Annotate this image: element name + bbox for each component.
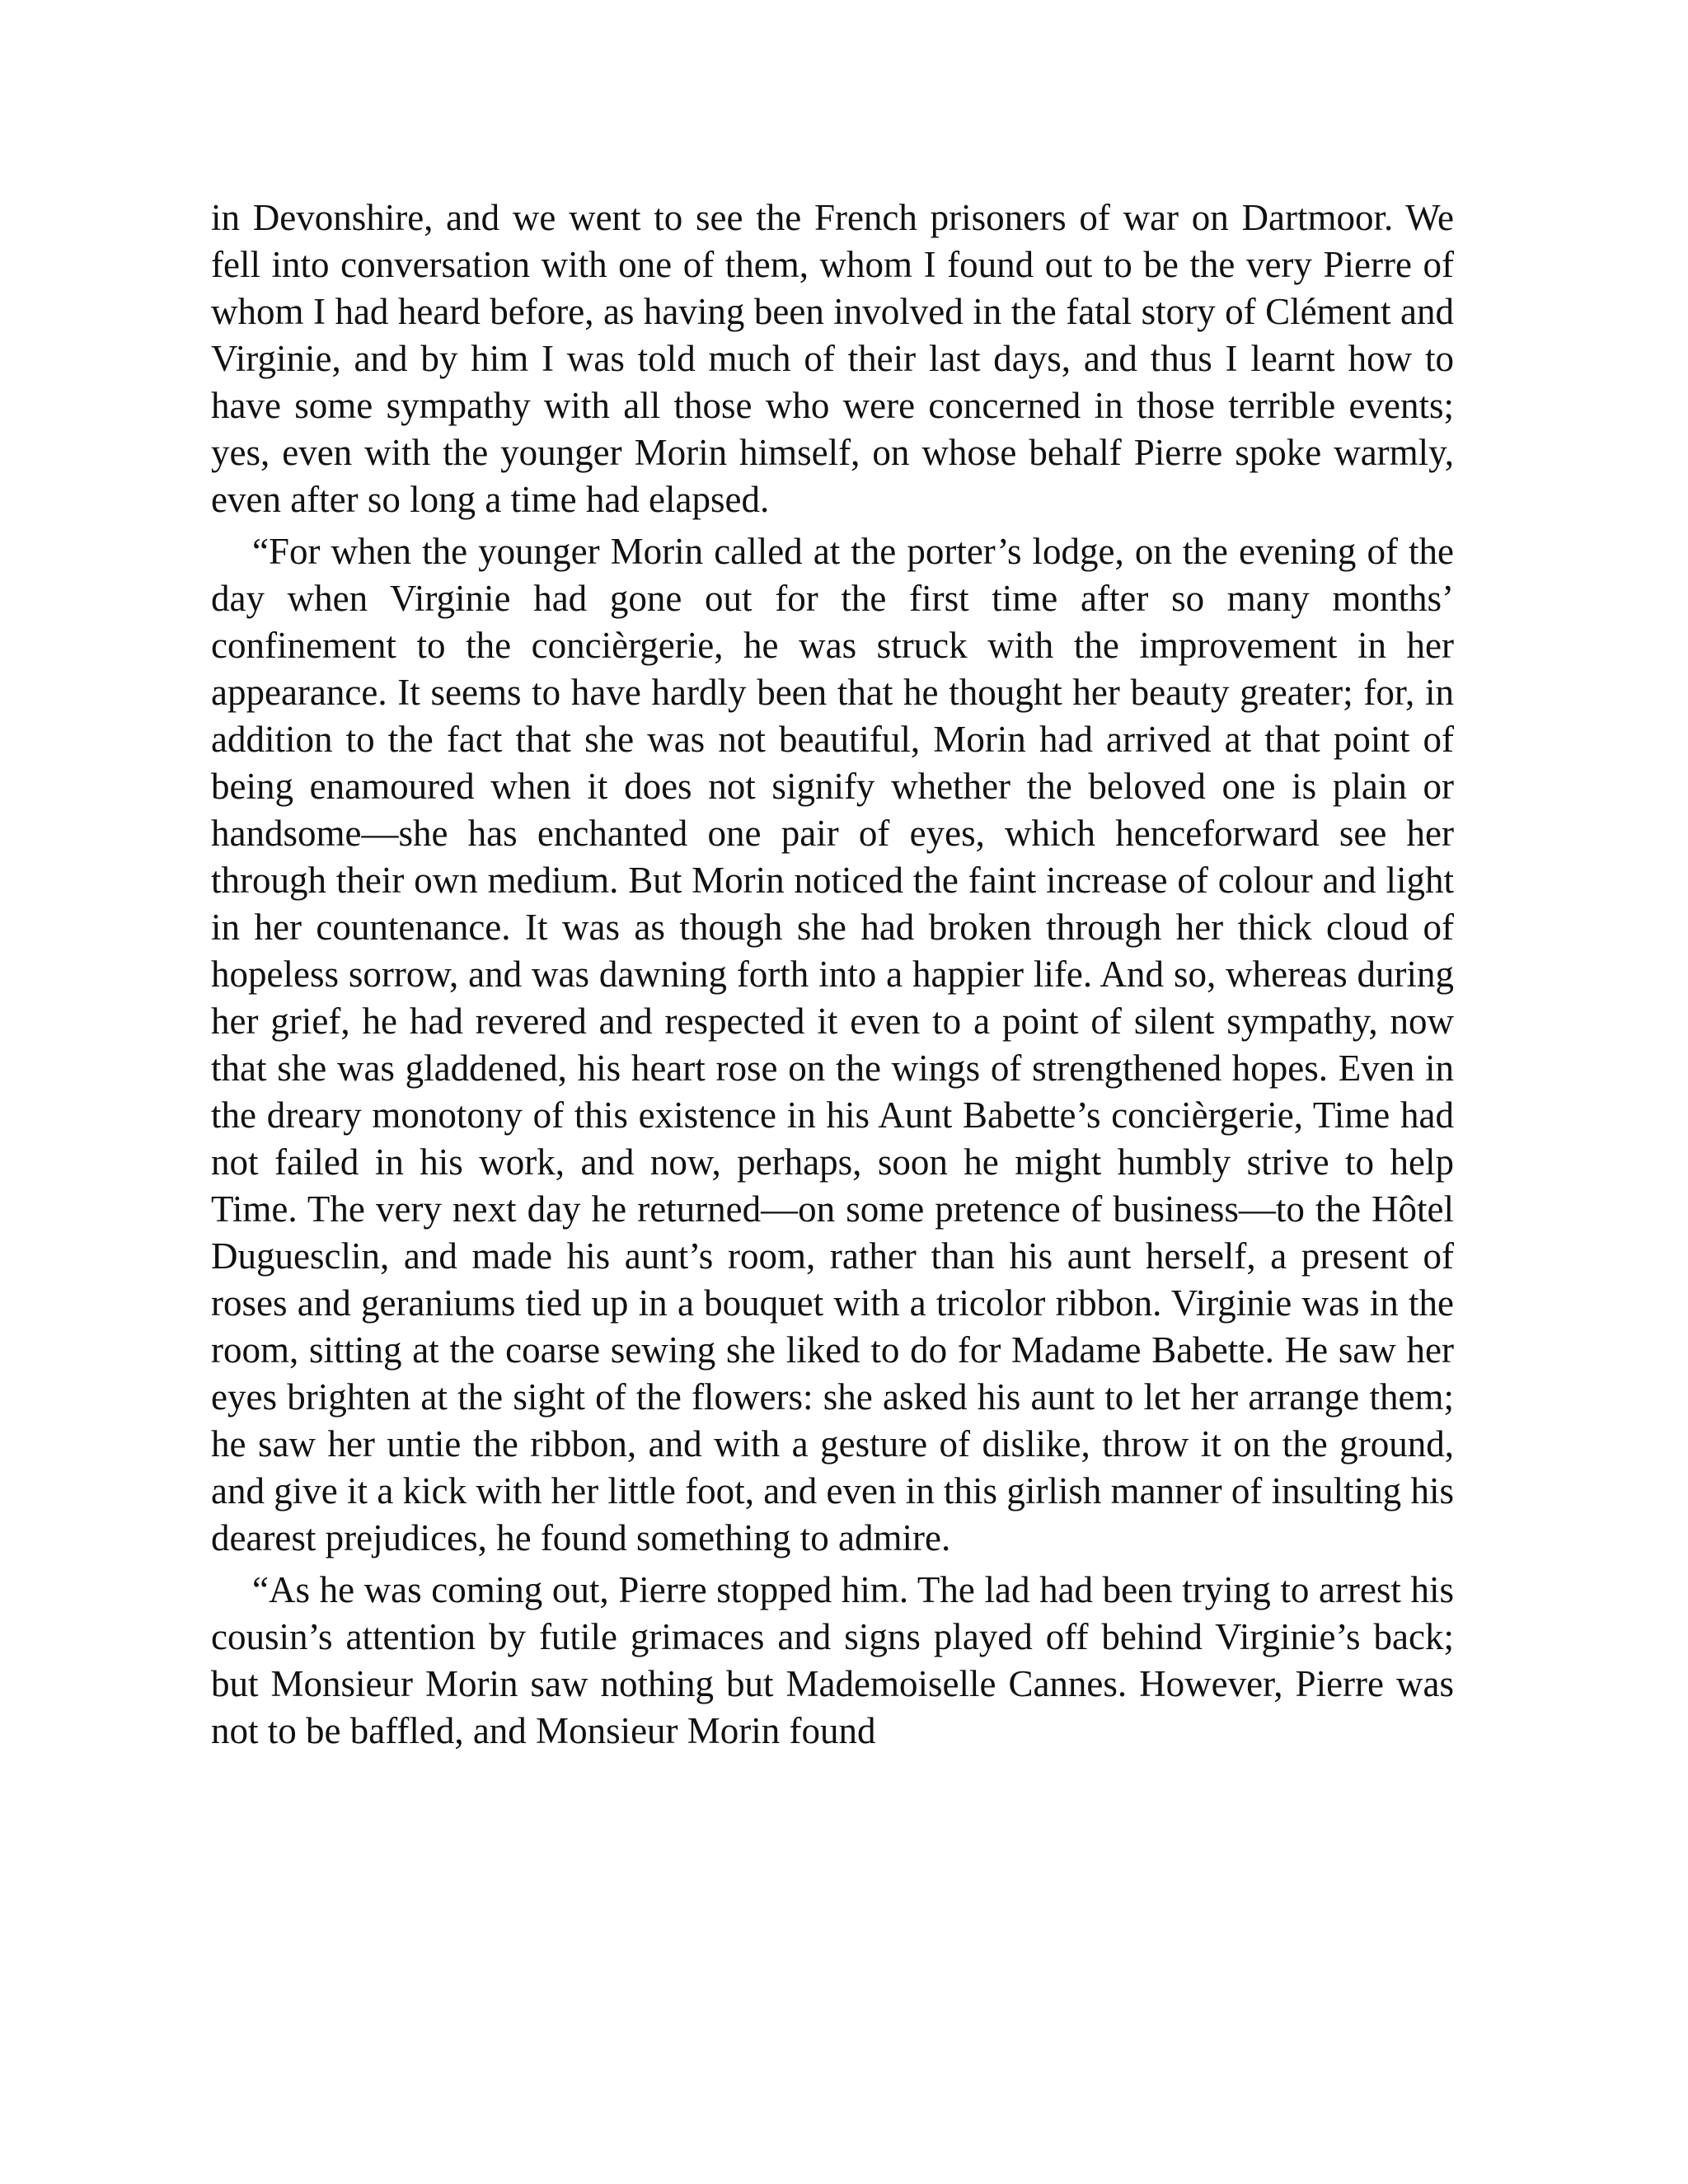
paragraph-2: “For when the younger Morin called at the porter’s lodge, on the evening of the day when Virginie had gone out for the first time after so many months’ confinement to the concièrgerie, he was struck with the improvement in her appearance. It seems to have hardly been that he thought her beauty greater; for, in addition to the fact that she was not beautiful, Morin had arrived at that point of being enamoured when it does not signify whether the beloved one is plain or handsome—she has enchanted one pair of eyes, which henceforward see her through their own medium. But Morin noticed the faint increase of colour and light in her countenance. It was as though she had broken through her thick cloud of hopeless sorrow, and was dawning forth into a happier life. And so, whereas during her grief, he had revered and respected it even to a point of silent sympathy, now that she was gladdened, his heart rose on the wings of strengthened hopes. Even in the dreary monotony of this existence in his Aunt Babette’s concièrgerie, Time had not failed in his work, and now, perhaps, soon he might humbly strive to help Time. The very next day he returned—on some pretence of business—to the Hôtel Duguesclin, and made his aunt’s room, rather than his aunt herself, a present of roses and geraniums tied up in a bouquet with a tricolor ribbon. Virginie was in the room, sitting at the coarse sewing she liked to do for Madame Babette. He saw her eyes brighten at the sight of the flowers: she asked his aunt to let her arrange them; he saw her untie the ribbon, and with a gesture of dislike, throw it on the ground, and give it a kick with her little foot, and even in this girlish manner of insulting his dearest prejudices, he found something to admire. bbox=[211, 531, 1454, 1558]
paragraph-3: “As he was coming out, Pierre stopped him. The lad had been trying to arrest his cousin’s attention by futile grimaces and signs played off behind Virginie’s back; but Monsieur Morin saw nothing but Mademoiselle Cannes. However, Pierre was not to be baffled, and Monsieur Morin found bbox=[211, 1569, 1454, 1751]
paragraph-1: in Devonshire, and we went to see the French prisoners of war on Dartmoor. We fell into conversation with one of them, whom I found out to be the very Pierre of whom I had heard before, as having been involved in the fatal story of Clément and Virginie, and by him I was told much of their last days, and thus I learnt how to have some sympathy with all those who were concerned in those terrible events; yes, even with the younger Morin himself, on whose behalf Pierre spoke warmly, even after so long a time had elapsed. bbox=[211, 197, 1454, 520]
page-body bbox=[211, 194, 1454, 1760]
